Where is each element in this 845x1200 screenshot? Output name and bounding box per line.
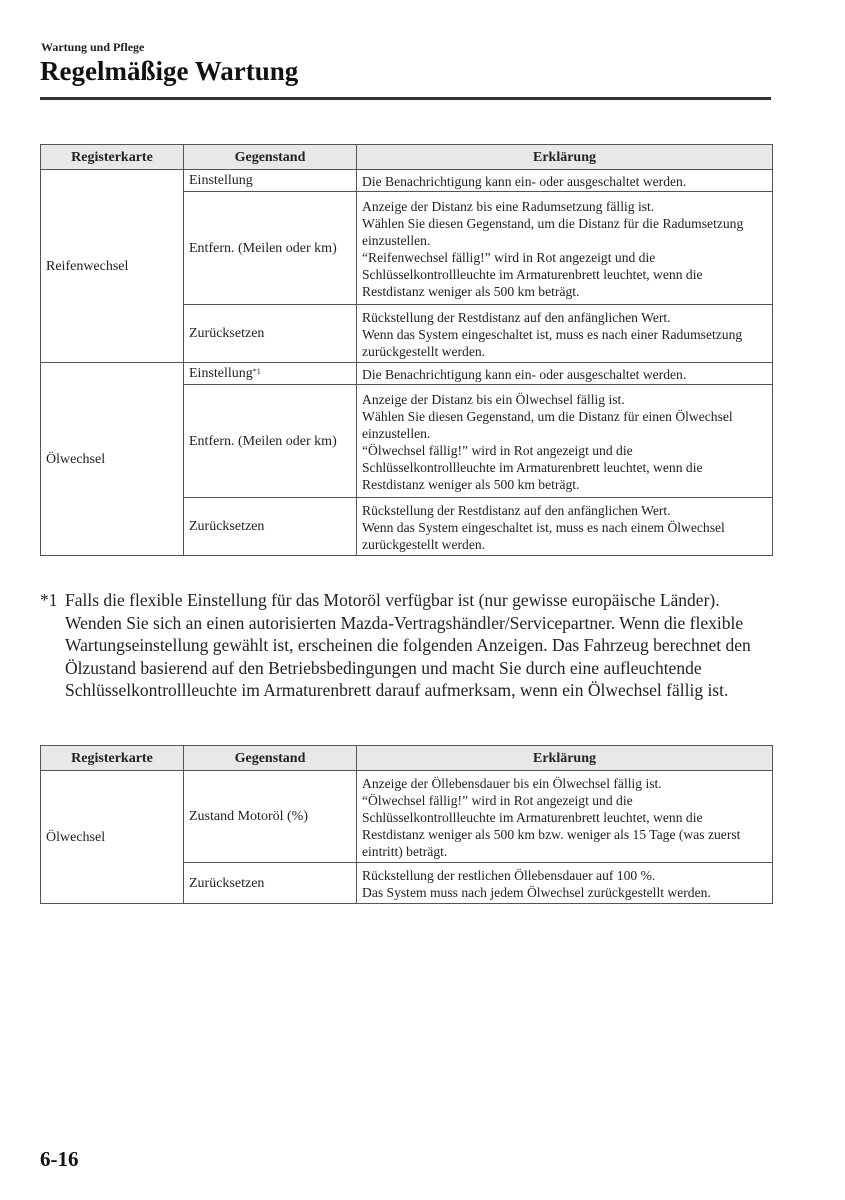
- column-header-tab: Registerkarte: [41, 746, 184, 771]
- explanation-line: Das System muss nach jedem Ölwechsel zurückgestellt werden.: [362, 884, 711, 900]
- explanation-line: Die Benachrichtigung kann ein- oder ausgeschaltet werden.: [362, 173, 687, 189]
- explanation-line: Die Benachrichtigung kann ein- oder ausgeschaltet werden.: [362, 366, 687, 382]
- maintenance-table-1: [40, 144, 773, 556]
- column-header-tab: Registerkarte: [41, 145, 184, 170]
- explanation-line: Anzeige der Distanz bis eine Radumsetzung fällig ist.: [362, 198, 655, 214]
- explanation-cell: [357, 498, 773, 556]
- explanation-cell: [357, 305, 773, 363]
- explanation-line: “Ölwechsel fällig!” wird in Rot angezeigt und die Schlüsselkontrollleuchte im Armaturenbrett leuchtet, wenn die Restdistanz weniger als 500 km beträgt.: [362, 442, 703, 492]
- table-row: [41, 363, 773, 385]
- page-title: Regelmäßige Wartung: [40, 56, 299, 86]
- explanation-cell: [357, 771, 773, 863]
- item-cell: Einstellung: [184, 170, 357, 192]
- explanation-cell: [357, 863, 773, 904]
- explanation-line: Wenn das System eingeschaltet ist, muss es nach einem Ölwechsel zurückgestellt werden.: [362, 519, 725, 552]
- column-header-item: Gegenstand: [184, 746, 357, 771]
- item-cell: Entfern. (Meilen oder km): [184, 385, 357, 498]
- item-cell: Zurücksetzen: [184, 305, 357, 363]
- title-rule: [40, 97, 771, 100]
- tab-cell-oil-change: Ölwechsel: [41, 771, 184, 904]
- item-cell: Zustand Motoröl (%): [184, 771, 357, 863]
- section-label: Wartung und Pflege: [41, 40, 145, 54]
- tab-cell-oil-change: Ölwechsel: [41, 363, 184, 556]
- page-number: 6-16: [40, 1147, 79, 1171]
- column-header-explanation: Erklärung: [357, 145, 773, 170]
- item-cell: Zurücksetzen: [184, 498, 357, 556]
- footnote-text: Falls die flexible Einstellung für das Motoröl verfügbar ist (nur gewisse europäische Länder). Wenden Sie sich an einen autorisierten Mazda-Vertragshändler/Servicepartner. Wenn die flexible Wartungseinstellung gewählt ist, erscheinen die folgenden Anzeigen. Das Fahrzeug berechnet den Ölzustand basierend auf den Betriebsbedingungen und macht Sie durch eine aufleuchtende Schlüsselkontrollleuchte im Armaturenbrett darauf aufmerksam, wenn ein Ölwechsel fällig ist.: [65, 590, 751, 701]
- explanation-cell: [357, 192, 773, 305]
- item-cell: [184, 363, 357, 385]
- table-row: [41, 771, 773, 863]
- footnote-marker: *1: [40, 590, 58, 610]
- tab-cell-tire-rotation: Reifenwechsel: [41, 170, 184, 363]
- explanation-line: Wählen Sie diesen Gegenstand, um die Distanz für die Radumsetzung einzustellen.: [362, 215, 744, 248]
- explanation-cell: [357, 363, 773, 385]
- table-header-row: [41, 746, 773, 771]
- explanation-line: Wählen Sie diesen Gegenstand, um die Distanz für einen Ölwechsel einzustellen.: [362, 408, 733, 441]
- explanation-cell: [357, 385, 773, 498]
- explanation-line: “Ölwechsel fällig!” wird in Rot angezeigt und die Schlüsselkontrollleuchte im Armaturenbrett leuchtet, wenn die Restdistanz weniger als 500 km bzw. weniger als 15 Tage (was zuerst eintritt) beträgt.: [362, 792, 741, 859]
- footnote: [40, 589, 780, 702]
- explanation-line: Rückstellung der restlichen Öllebensdauer auf 100 %.: [362, 867, 656, 883]
- item-cell: Entfern. (Meilen oder km): [184, 192, 357, 305]
- item-label: Einstellung: [189, 366, 253, 381]
- explanation-line: Anzeige der Distanz bis ein Ölwechsel fällig ist.: [362, 391, 625, 407]
- maintenance-table-2: [40, 745, 773, 904]
- explanation-line: Rückstellung der Restdistanz auf den anfänglichen Wert.: [362, 309, 671, 325]
- table-row: [41, 170, 773, 192]
- explanation-line: Anzeige der Öllebensdauer bis ein Ölwechsel fällig ist.: [362, 775, 662, 791]
- explanation-line: Rückstellung der Restdistanz auf den anfänglichen Wert.: [362, 502, 671, 518]
- item-cell: Zurücksetzen: [184, 863, 357, 904]
- explanation-line: “Reifenwechsel fällig!” wird in Rot angezeigt und die Schlüsselkontrollleuchte im Armaturenbrett leuchtet, wenn die Restdistanz weniger als 500 km beträgt.: [362, 249, 703, 299]
- explanation-cell: [357, 170, 773, 192]
- footnote-reference: *1: [252, 367, 261, 376]
- table-header-row: [41, 145, 773, 170]
- column-header-item: Gegenstand: [184, 145, 357, 170]
- explanation-line: Wenn das System eingeschaltet ist, muss es nach einer Radumsetzung zurückgestellt werden.: [362, 326, 743, 359]
- column-header-explanation: Erklärung: [357, 746, 773, 771]
